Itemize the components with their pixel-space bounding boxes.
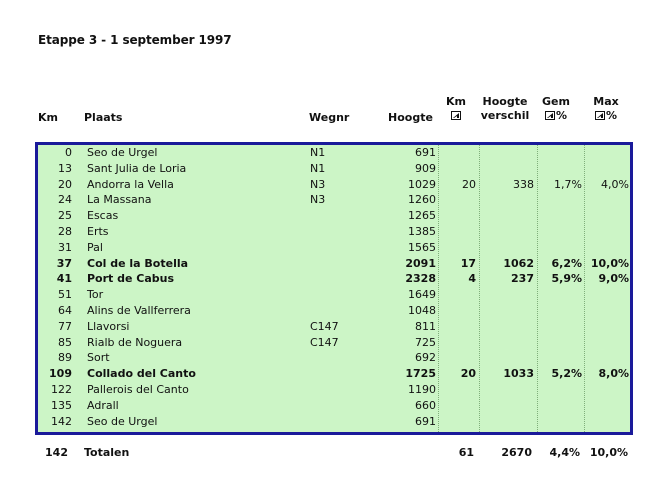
row-hoogte: 2328 xyxy=(405,272,436,286)
header-dkm-icon xyxy=(440,109,472,123)
row-km: 25 xyxy=(58,209,72,223)
header-dkm-label: Km xyxy=(446,95,466,108)
row-climb-km: 20 xyxy=(460,367,476,381)
total-label: Totalen xyxy=(84,446,130,459)
table-row xyxy=(38,303,630,319)
table-row xyxy=(38,366,630,382)
row-hoogte: 725 xyxy=(415,335,436,349)
row-plaats: Llavorsi xyxy=(87,319,130,333)
table-row xyxy=(38,319,630,335)
climb-icon xyxy=(545,111,555,120)
row-hoogteverschil: 237 xyxy=(511,272,534,286)
row-hoogteverschil: 1062 xyxy=(503,256,534,270)
row-km: 24 xyxy=(58,193,72,207)
row-plaats: Rialb de Noguera xyxy=(87,335,183,349)
row-plaats: Andorra la Vella xyxy=(87,177,174,191)
header-gem-label: Gem xyxy=(542,95,570,108)
table-row xyxy=(38,271,630,287)
row-hoogte: 1265 xyxy=(408,209,436,223)
row-hoogte: 909 xyxy=(415,161,436,175)
row-plaats: Escas xyxy=(87,209,119,223)
header-wegnr: Wegnr xyxy=(309,111,350,124)
row-hoogte: 1725 xyxy=(405,367,436,381)
row-max-pct: 8,0% xyxy=(598,367,629,381)
total-hoogteverschil: 2670 xyxy=(501,446,532,459)
row-hoogte: 1029 xyxy=(408,177,436,191)
row-max-pct: 10,0% xyxy=(590,256,629,270)
row-km: 135 xyxy=(51,398,72,412)
row-climb-km: 4 xyxy=(468,272,476,286)
row-hoogte: 691 xyxy=(415,414,436,428)
row-wegnr: C147 xyxy=(310,319,339,333)
row-wegnr: N3 xyxy=(310,177,326,191)
row-plaats: Seo de Urgel xyxy=(87,146,158,159)
row-km: 89 xyxy=(58,351,72,365)
row-hoogteverschil: 1033 xyxy=(503,367,534,381)
row-plaats: Tor xyxy=(87,288,104,302)
row-gem-pct: 6,2% xyxy=(551,256,582,270)
row-km: 28 xyxy=(58,225,72,238)
row-hoogte: 692 xyxy=(415,351,436,365)
row-wegnr: C147 xyxy=(310,335,339,349)
row-max-pct: 9,0% xyxy=(598,272,629,286)
row-km: 37 xyxy=(56,256,72,270)
header-max-icon xyxy=(587,109,625,123)
row-gem-pct: 1,7% xyxy=(554,177,582,191)
row-gem-pct: 5,9% xyxy=(551,272,582,286)
row-km: 41 xyxy=(56,272,72,286)
row-hoogte: 660 xyxy=(415,398,436,412)
row-km: 109 xyxy=(49,367,72,381)
row-plaats: Sant Julia de Loria xyxy=(87,161,187,175)
row-plaats: Seo de Urgel xyxy=(87,414,158,428)
row-km: 142 xyxy=(51,414,72,428)
row-max-pct: 4,0% xyxy=(601,177,629,191)
row-plaats: La Massana xyxy=(87,193,152,207)
table-row xyxy=(38,177,630,193)
header-max xyxy=(587,95,625,123)
row-hoogte: 1260 xyxy=(408,193,436,207)
row-climb-km: 20 xyxy=(462,177,476,191)
row-km: 64 xyxy=(58,304,72,317)
row-hoogte: 1565 xyxy=(408,240,436,254)
header-max-label: Max xyxy=(593,95,619,108)
row-hoogte: 691 xyxy=(415,146,436,159)
table-row xyxy=(38,256,630,272)
table-row xyxy=(38,414,630,430)
total-gem: 4,4% xyxy=(549,446,580,459)
row-plaats: Pal xyxy=(87,240,103,254)
table-row xyxy=(38,145,630,161)
table-row xyxy=(38,335,630,351)
header-hoogte: Hoogte xyxy=(388,111,433,124)
row-km: 85 xyxy=(58,335,72,349)
page-title: Etappe 3 - 1 september 1997 xyxy=(38,33,232,47)
table-row xyxy=(38,398,630,414)
row-hoogte: 811 xyxy=(415,319,436,333)
row-wegnr: N3 xyxy=(310,193,326,207)
header-gem-icon xyxy=(536,109,576,123)
climb-icon xyxy=(595,111,605,120)
row-wegnr: N1 xyxy=(310,146,326,159)
table-row xyxy=(38,240,630,256)
row-km: 0 xyxy=(65,146,72,159)
climb-icon xyxy=(451,111,461,120)
header-max-suffix: % xyxy=(605,109,618,122)
row-plaats: Collado del Canto xyxy=(87,367,196,381)
row-hoogteverschil: 338 xyxy=(513,177,534,191)
header-hoogteverschil xyxy=(476,95,534,123)
row-hoogte: 1190 xyxy=(408,383,436,396)
total-max: 10,0% xyxy=(589,446,628,459)
table-row xyxy=(38,350,630,366)
row-km: 51 xyxy=(58,288,72,302)
row-km: 20 xyxy=(58,177,72,191)
stage-table xyxy=(35,142,633,435)
row-hoogte: 1385 xyxy=(408,225,436,238)
row-km: 31 xyxy=(58,240,72,254)
row-plaats: Alins de Vallferrera xyxy=(87,304,191,317)
row-hoogte: 1048 xyxy=(408,304,436,317)
table-row xyxy=(38,287,630,303)
row-climb-km: 17 xyxy=(460,256,476,270)
table-row xyxy=(38,208,630,224)
table-row xyxy=(38,192,630,208)
row-plaats: Col de la Botella xyxy=(87,256,189,270)
header-hoogteverschil-bottom: verschil xyxy=(480,109,530,122)
header-dkm xyxy=(440,95,472,123)
row-hoogte: 2091 xyxy=(405,256,436,270)
row-hoogte: 1649 xyxy=(408,288,436,302)
row-km: 77 xyxy=(58,319,72,333)
total-dkm: 61 xyxy=(458,446,474,459)
table-row xyxy=(38,224,630,240)
row-plaats: Port de Cabus xyxy=(87,272,175,286)
table-row xyxy=(38,382,630,398)
row-plaats: Sort xyxy=(87,351,110,365)
header-hoogteverschil-top: Hoogte xyxy=(482,95,528,108)
header-km: Km xyxy=(38,111,58,124)
row-km: 13 xyxy=(58,161,72,175)
table-row xyxy=(38,161,630,177)
row-plaats: Adrall xyxy=(87,398,119,412)
row-gem-pct: 5,2% xyxy=(551,367,582,381)
row-wegnr: N1 xyxy=(310,161,326,175)
total-km: 142 xyxy=(45,446,68,459)
row-km: 122 xyxy=(51,383,72,396)
header-plaats: Plaats xyxy=(84,111,123,124)
row-plaats: Erts xyxy=(87,225,109,238)
header-gem xyxy=(536,95,576,123)
row-plaats: Pallerois del Canto xyxy=(87,383,189,396)
header-gem-suffix: % xyxy=(555,109,568,122)
